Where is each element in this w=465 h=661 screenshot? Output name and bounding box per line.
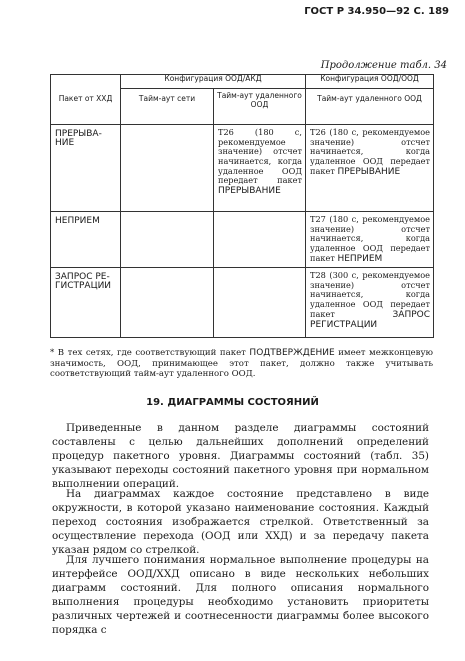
table-footnote: * В тех сетях, где соответствующий пакет ПОДТВЕРЖДЕНИЕ имеет межконцевую значимость, ООД, принимающее этот пакет, должно также учитывать соответствующий тайм-аут удаленного ООД. — [50, 348, 433, 380]
table-cell — [214, 268, 306, 338]
table-cell: T27 (180 с, рекомендуемое значение) отсчет начинается, когда удаленное ООД передает пакет НЕПРИЕМ — [306, 212, 434, 268]
table-row — [51, 268, 434, 338]
remote-dte-timeout-header: Тайм-аут удаленного ООД — [214, 89, 306, 125]
table-cell: T28 (300 с, рекомендуемое значение) отсчет начинается, когда удаленное ООД передает пакет ЗАПРОС РЕГИСТРАЦИИ — [306, 268, 434, 338]
table-continuation-label: Продолжение табл. 34 — [320, 60, 447, 71]
config-dte-dce-header: Конфигурация ООД/АКД — [121, 75, 306, 89]
timeout-table — [50, 74, 434, 338]
paragraph-2: На диаграммах каждое состояние представлено в виде окружности, в которой указано наименование состояния. Каждый переход состояния изображается стрелкой. Ответственный за осуществление перехода (ООД или ХХД) и за передачу пакета указан рядом со стрелкой. — [52, 488, 429, 556]
packet-name: НЕПРИЕМ — [51, 212, 121, 268]
table-cell: T26 (180 с, рекомендуемое значение) отсчет начинается, когда удаленное ООД передает пакет ПРЕРЫВАНИЕ — [214, 125, 306, 212]
config-dte-dte-header: Конфигурация ООД/ООД — [306, 75, 434, 89]
table-cell — [121, 268, 214, 338]
table-cell — [121, 212, 214, 268]
paragraph-1: Приведенные в данном разделе диаграммы состояний составлены с целью дальнейших дополнений определений процедур пакетного уровня. Диаграммы состояний (табл. 35) указывают переходы состояний пакетного уровня при нормальном выполнении операций. — [52, 422, 429, 490]
table-row — [51, 212, 434, 268]
table-cell — [121, 125, 214, 212]
packet-column-header: Пакет от ХХД — [51, 75, 121, 125]
remote-dte-timeout-header-2: Тайм-аут удаленного ООД — [306, 89, 434, 125]
paragraph-3: Для лучшего понимания нормальное выполнение процедуры на интерфейсе ООД/ХХД описано в виде нескольких небольших диаграмм состояний. Для полного описания нормального выполнения процедуры необходимо установить приоритеты различных чертежей и соотнесенности диаграммы более высокого порядка с — [52, 554, 429, 636]
table-cell — [214, 212, 306, 268]
table-row — [51, 125, 434, 212]
section-title: 19. ДИАГРАММЫ СОСТОЯНИЙ — [146, 397, 319, 408]
packet-name: ЗАПРОС РЕ-ГИСТРАЦИИ — [51, 268, 121, 338]
page-header: ГОСТ Р 34.950—92 С. 189 — [304, 6, 449, 17]
network-timeout-header: Тайм-аут сети — [121, 89, 214, 125]
table-cell: T26 (180 с, рекомендуемое значение) отсчет начинается, когда удаленное ООД передает пакет ПРЕРЫВАНИЕ — [306, 125, 434, 212]
packet-name: ПРЕРЫВА-НИЕ — [51, 125, 121, 212]
